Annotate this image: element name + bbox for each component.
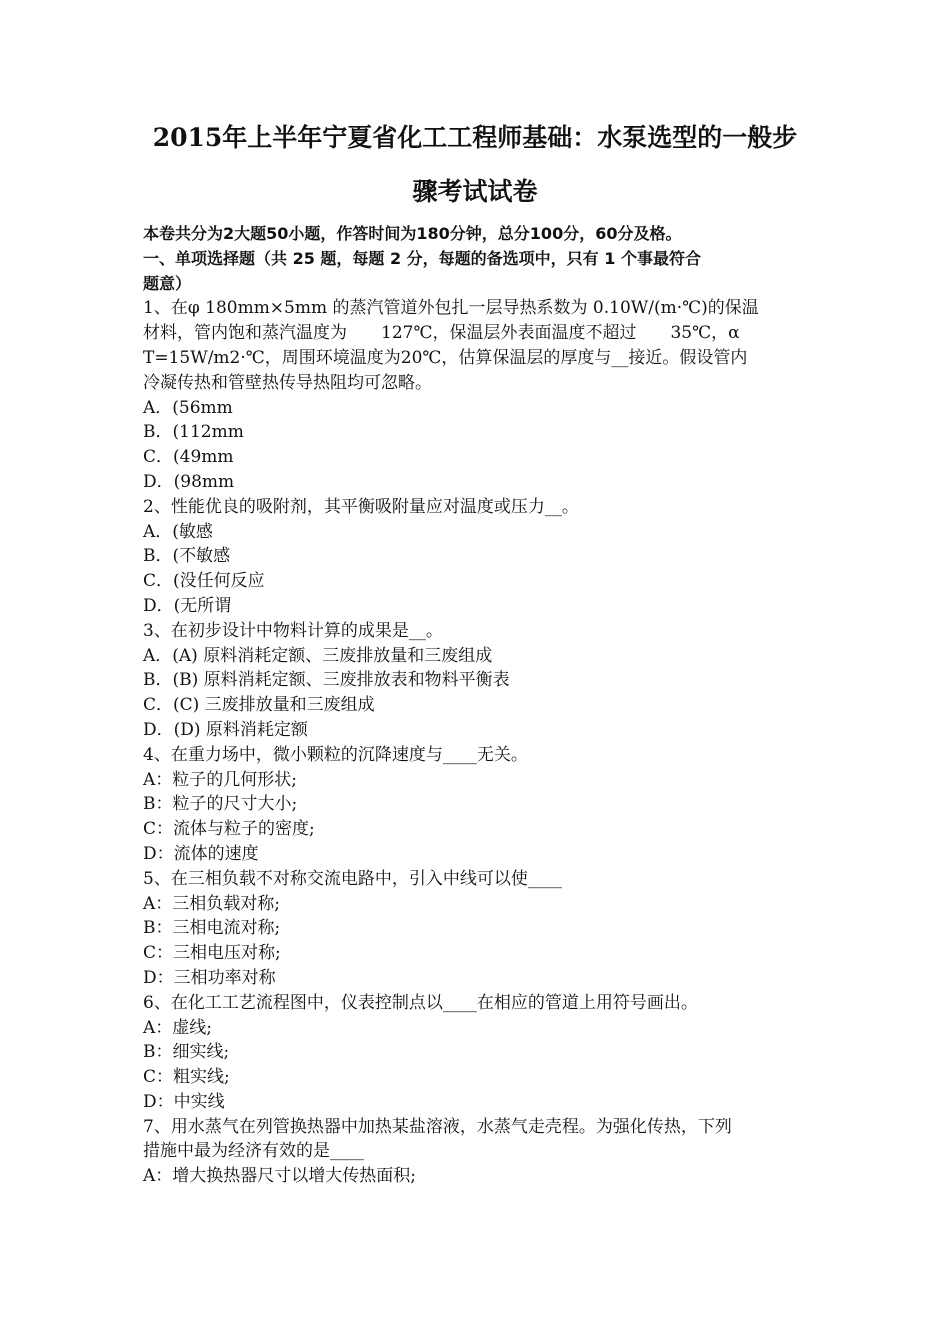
question-2-option: C．(没任何反应 [143,571,265,592]
question-7-option: A：增大换热器尺寸以增大传热面积; [143,1166,417,1187]
question-3-option: B．(B) 原料消耗定额、三废排放表和物料平衡表 [143,670,510,691]
question-3-option: C．(C) 三废排放量和三废组成 [143,695,375,716]
question-6-option: B：细实线; [143,1042,230,1063]
question-5-option: D：三相功率对称 [143,967,276,988]
question-2-option: D．(无所谓 [143,595,232,616]
question-4-option: B：粒子的尺寸大小; [143,794,298,815]
question-3-option: A．(A) 原料消耗定额、三废排放量和三废组成 [143,645,493,666]
question-2-option: A．(敏感 [143,521,213,542]
question-4-text: 4、在重力场中，微小颗粒的沉降速度与____无关。 [143,744,528,765]
question-5-option: C：三相电压对称; [143,943,281,964]
question-1-option: D．(98mm [143,471,235,492]
document-title-line-1: 2015年上半年宁夏省化工工程师基础：水泵选型的一般步 [152,123,798,152]
question-1-option: B．(112mm [143,422,244,443]
question-6-option: C：粗实线; [143,1067,230,1088]
question-5-option: B：三相电流对称; [143,918,281,939]
question-6-option: A：虚线; [143,1017,213,1038]
exam-intro: 本卷共分为2大题50小题，作答时间为180分钟，总分100分，60分及格。 [143,224,682,243]
question-3-option: D．(D) 原料消耗定额 [143,719,308,740]
question-1-text: 1、在φ 180mm×5mm 的蒸汽管道外包扎一层导热系数为 0.10W/(m·℃)的保温 [143,298,759,319]
section-heading: 一、单项选择题（共 25 题，每题 2 分，每题的备选项中，只有 1 个事最符合 [143,248,701,268]
question-2-option: B．(不敏感 [143,546,231,567]
question-7-text: 7、用水蒸气在列管换热器中加热某盐溶液，水蒸气走壳程。为强化传热，下列 [143,1116,732,1137]
question-4-option: D：流体的速度 [143,843,259,864]
question-1-option: A．(56mm [143,397,233,418]
question-7-text: 措施中最为经济有效的是____ [143,1141,364,1162]
question-1-text: T=15W/m2·℃，周围环境温度为20℃，估算保温层的厚度与__接近。假设管内 [143,347,748,368]
question-4-option: A：粒子的几何形状; [143,769,298,790]
question-1-text: 冷凝传热和管壁热传导热阻均可忽略。 [143,372,432,393]
question-1-option: C．(49mm [143,447,234,468]
document-title-line-2: 骤考试试卷 [412,177,538,206]
question-3-text: 3、在初步设计中物料计算的成果是__。 [143,620,443,641]
question-5-option: A：三相负载对称; [143,893,281,914]
question-5-text: 5、在三相负载不对称交流电路中，引入中线可以使____ [143,868,562,889]
question-6-text: 6、在化工工艺流程图中，仪表控制点以____在相应的管道上用符号画出。 [143,992,698,1013]
question-2-text: 2、性能优良的吸附剂，其平衡吸附量应对温度或压力__。 [143,496,579,517]
question-4-option: C：流体与粒子的密度; [143,819,315,840]
document-body [143,222,813,1189]
question-1-text: 材料，管内饱和蒸汽温度为 127℃，保温层外表面温度不超过 35℃，α [143,323,740,344]
question-6-option: D：中实线 [143,1091,225,1112]
section-heading-cont: 题意） [143,273,192,293]
